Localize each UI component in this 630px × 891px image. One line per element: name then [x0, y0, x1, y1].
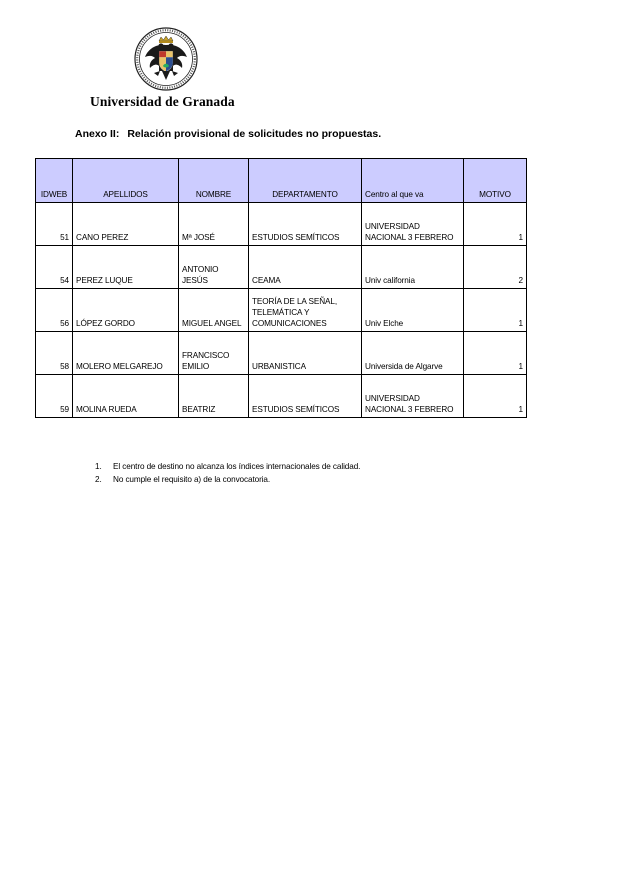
annex-description: Relación provisional de solicitudes no propuestas.: [127, 128, 382, 140]
cell-idweb: 51: [36, 203, 73, 246]
university-coat-of-arms-icon: [134, 27, 198, 91]
notes-list: [95, 460, 360, 486]
cell-departamento: CEAMA: [249, 246, 362, 289]
table-row: [36, 375, 527, 418]
cell-idweb: 58: [36, 332, 73, 375]
requests-table: [35, 158, 527, 418]
cell-idweb: 56: [36, 289, 73, 332]
column-header-apellidos: APELLIDOS: [73, 159, 179, 203]
cell-centro: UNIVERSIDAD NACIONAL 3 FEBRERO: [362, 375, 464, 418]
cell-apellidos: LÓPEZ GORDO: [73, 289, 179, 332]
cell-nombre: MIGUEL ANGEL: [179, 289, 249, 332]
cell-idweb: 54: [36, 246, 73, 289]
cell-departamento: TEORÍA DE LA SEÑAL, TELEMÁTICA Y COMUNICACIONES: [249, 289, 362, 332]
cell-centro: Universida de Algarve: [362, 332, 464, 375]
table-row: [36, 289, 527, 332]
cell-motivo: 1: [464, 332, 527, 375]
cell-apellidos: CANO PEREZ: [73, 203, 179, 246]
cell-apellidos: MOLINA RUEDA: [73, 375, 179, 418]
cell-nombre: FRANCISCO EMILIO: [179, 332, 249, 375]
university-name: Universidad de Granada: [90, 94, 235, 109]
cell-motivo: 1: [464, 375, 527, 418]
annex-label: Anexo II:: [75, 128, 120, 140]
column-header-motivo: MOTIVO: [464, 159, 527, 203]
cell-idweb: 59: [36, 375, 73, 418]
cell-apellidos: PEREZ LUQUE: [73, 246, 179, 289]
cell-apellidos: MOLERO MELGAREJO: [73, 332, 179, 375]
cell-departamento: ESTUDIOS SEMÍTICOS: [249, 375, 362, 418]
table-row: [36, 332, 527, 375]
column-header-centro: Centro al que va: [362, 159, 464, 203]
cell-nombre: ANTONIO JESÚS: [179, 246, 249, 289]
cell-departamento: URBANISTICA: [249, 332, 362, 375]
note-item: [95, 473, 360, 486]
note-number: 2.: [95, 475, 102, 484]
note-item: [95, 460, 360, 473]
cell-motivo: 1: [464, 289, 527, 332]
annex-title: [75, 128, 381, 140]
cell-nombre: Mª JOSÉ: [179, 203, 249, 246]
cell-centro: Univ california: [362, 246, 464, 289]
column-header-departamento: DEPARTAMENTO: [249, 159, 362, 203]
column-header-idweb: IDWEB: [36, 159, 73, 203]
column-header-nombre: NOMBRE: [179, 159, 249, 203]
cell-nombre: BEATRIZ: [179, 375, 249, 418]
note-text: El centro de destino no alcanza los índices internacionales de calidad.: [113, 462, 361, 471]
cell-centro: Univ Elche: [362, 289, 464, 332]
table-row: [36, 246, 527, 289]
table-row: [36, 203, 527, 246]
cell-motivo: 1: [464, 203, 527, 246]
note-text: No cumple el requisito a) de la convocatoria.: [113, 475, 271, 484]
cell-centro: UNIVERSIDAD NACIONAL 3 FEBRERO: [362, 203, 464, 246]
note-number: 1.: [95, 462, 102, 471]
table-header-row: [36, 159, 527, 203]
cell-departamento: ESTUDIOS SEMÍTICOS: [249, 203, 362, 246]
cell-motivo: 2: [464, 246, 527, 289]
